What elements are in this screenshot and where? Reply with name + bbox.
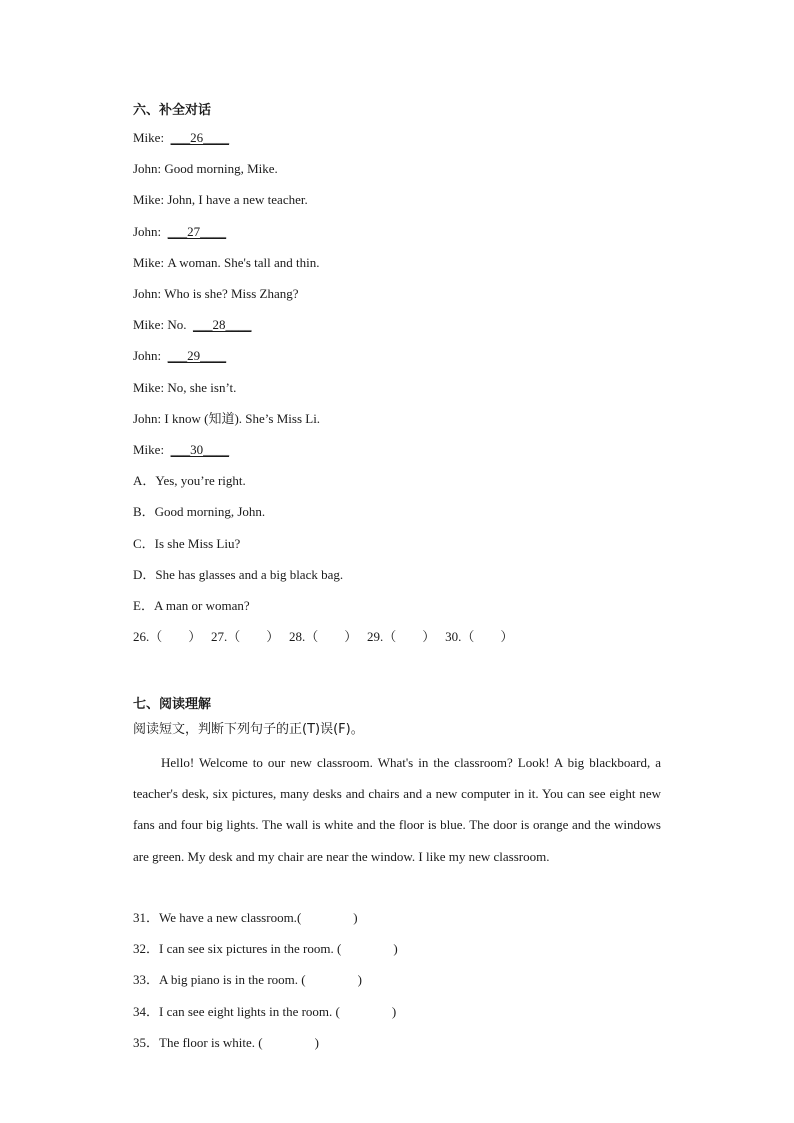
answer-parens: ( ) <box>336 941 398 956</box>
speaker: Mike: <box>133 255 165 270</box>
utterance: No, she isn’t. <box>167 380 237 395</box>
speaker: John: <box>133 286 162 301</box>
dialogue-line-5 <box>133 255 320 271</box>
answer-parens: ( ) <box>301 972 362 987</box>
dialogue-line-1 <box>133 130 229 146</box>
utterance: John, I have a new teacher. <box>167 192 308 207</box>
answer-slot-27: 27.（ ） <box>211 629 280 644</box>
speaker: Mike: <box>133 317 165 332</box>
question-text: 31．We have a new classroom. <box>133 910 297 925</box>
utterance: I know (知道). She’s Miss Li. <box>164 411 321 426</box>
section-7-instruction: 阅读短文，判断下列句子的正(T)误(F)。 <box>133 722 364 737</box>
option-a: A．Yes, you’re right. <box>133 473 246 488</box>
answer-parens: ( ) <box>258 1035 319 1050</box>
question-text: 34．I can see eight lights in the room. <box>133 1004 333 1019</box>
answer-blank-28: ___28____ <box>192 317 252 332</box>
answer-parens: ( ) <box>335 1004 397 1019</box>
section-6-heading: 六、补全对话 <box>133 103 212 118</box>
dialogue-line-7 <box>133 317 251 333</box>
answer-blank-29: ___29____ <box>167 348 227 363</box>
option-e: E．A man or woman? <box>133 598 250 613</box>
dialogue-line-11 <box>133 442 229 458</box>
section-7-heading: 七、阅读理解 <box>133 697 212 712</box>
dialogue-line-9 <box>133 380 236 396</box>
speaker: John: <box>133 348 162 363</box>
question-34 <box>133 1004 396 1020</box>
option-c: C．Is she Miss Liu? <box>133 536 241 551</box>
question-32 <box>133 941 398 957</box>
question-text: 32．I can see six pictures in the room. <box>133 941 334 956</box>
utterance: Good morning, Mike. <box>164 161 278 176</box>
option-b: B．Good morning, John. <box>133 504 266 519</box>
answer-slot-28: 28.（ ） <box>289 629 358 644</box>
dialogue-line-6 <box>133 286 299 302</box>
utterance: A woman. She's tall and thin. <box>167 255 320 270</box>
utterance: Who is she? Miss Zhang? <box>164 286 299 301</box>
answer-blank-30: ___30____ <box>170 442 230 457</box>
question-31 <box>133 910 358 926</box>
reading-passage <box>133 747 661 872</box>
speaker: John: <box>133 224 162 239</box>
speaker: John: <box>133 411 162 426</box>
answer-parens: ( ) <box>296 910 358 925</box>
dialogue-line-2 <box>133 161 278 177</box>
answer-slot-30: 30.（ ） <box>445 629 514 644</box>
question-35 <box>133 1035 319 1051</box>
dialogue-line-10 <box>133 411 320 427</box>
dialogue-line-3 <box>133 192 308 208</box>
answer-blank-26: ___26____ <box>170 130 230 145</box>
speaker: Mike: <box>133 380 165 395</box>
question-33 <box>133 972 362 988</box>
utterance: No. <box>167 317 187 332</box>
question-text: 33．A big piano is in the room. <box>133 972 299 987</box>
answer-blank-27: ___27____ <box>167 224 227 239</box>
option-d: D．She has glasses and a big black bag. <box>133 567 344 582</box>
answer-slot-29: 29.（ ） <box>367 629 436 644</box>
dialogue-line-8 <box>133 348 226 364</box>
speaker: Mike: <box>133 442 165 457</box>
question-text: 35．The floor is white. <box>133 1035 256 1050</box>
passage-text: Hello! Welcome to our new classroom. What's in the classroom? Look! A big blackboard, a teacher's desk, six pictures, many desks and chairs and a new computer in it. You can see eight new fans and four big lights. The wall is white and the floor is blue. The door is orange and the windows are green. My desk and my chair are near the window. I like my new classroom. <box>133 755 661 864</box>
answer-row <box>133 629 513 645</box>
dialogue-line-4 <box>133 224 226 240</box>
speaker: John: <box>133 161 162 176</box>
speaker: Mike: <box>133 192 165 207</box>
speaker: Mike: <box>133 130 165 145</box>
answer-slot-26: 26.（ ） <box>133 629 202 644</box>
